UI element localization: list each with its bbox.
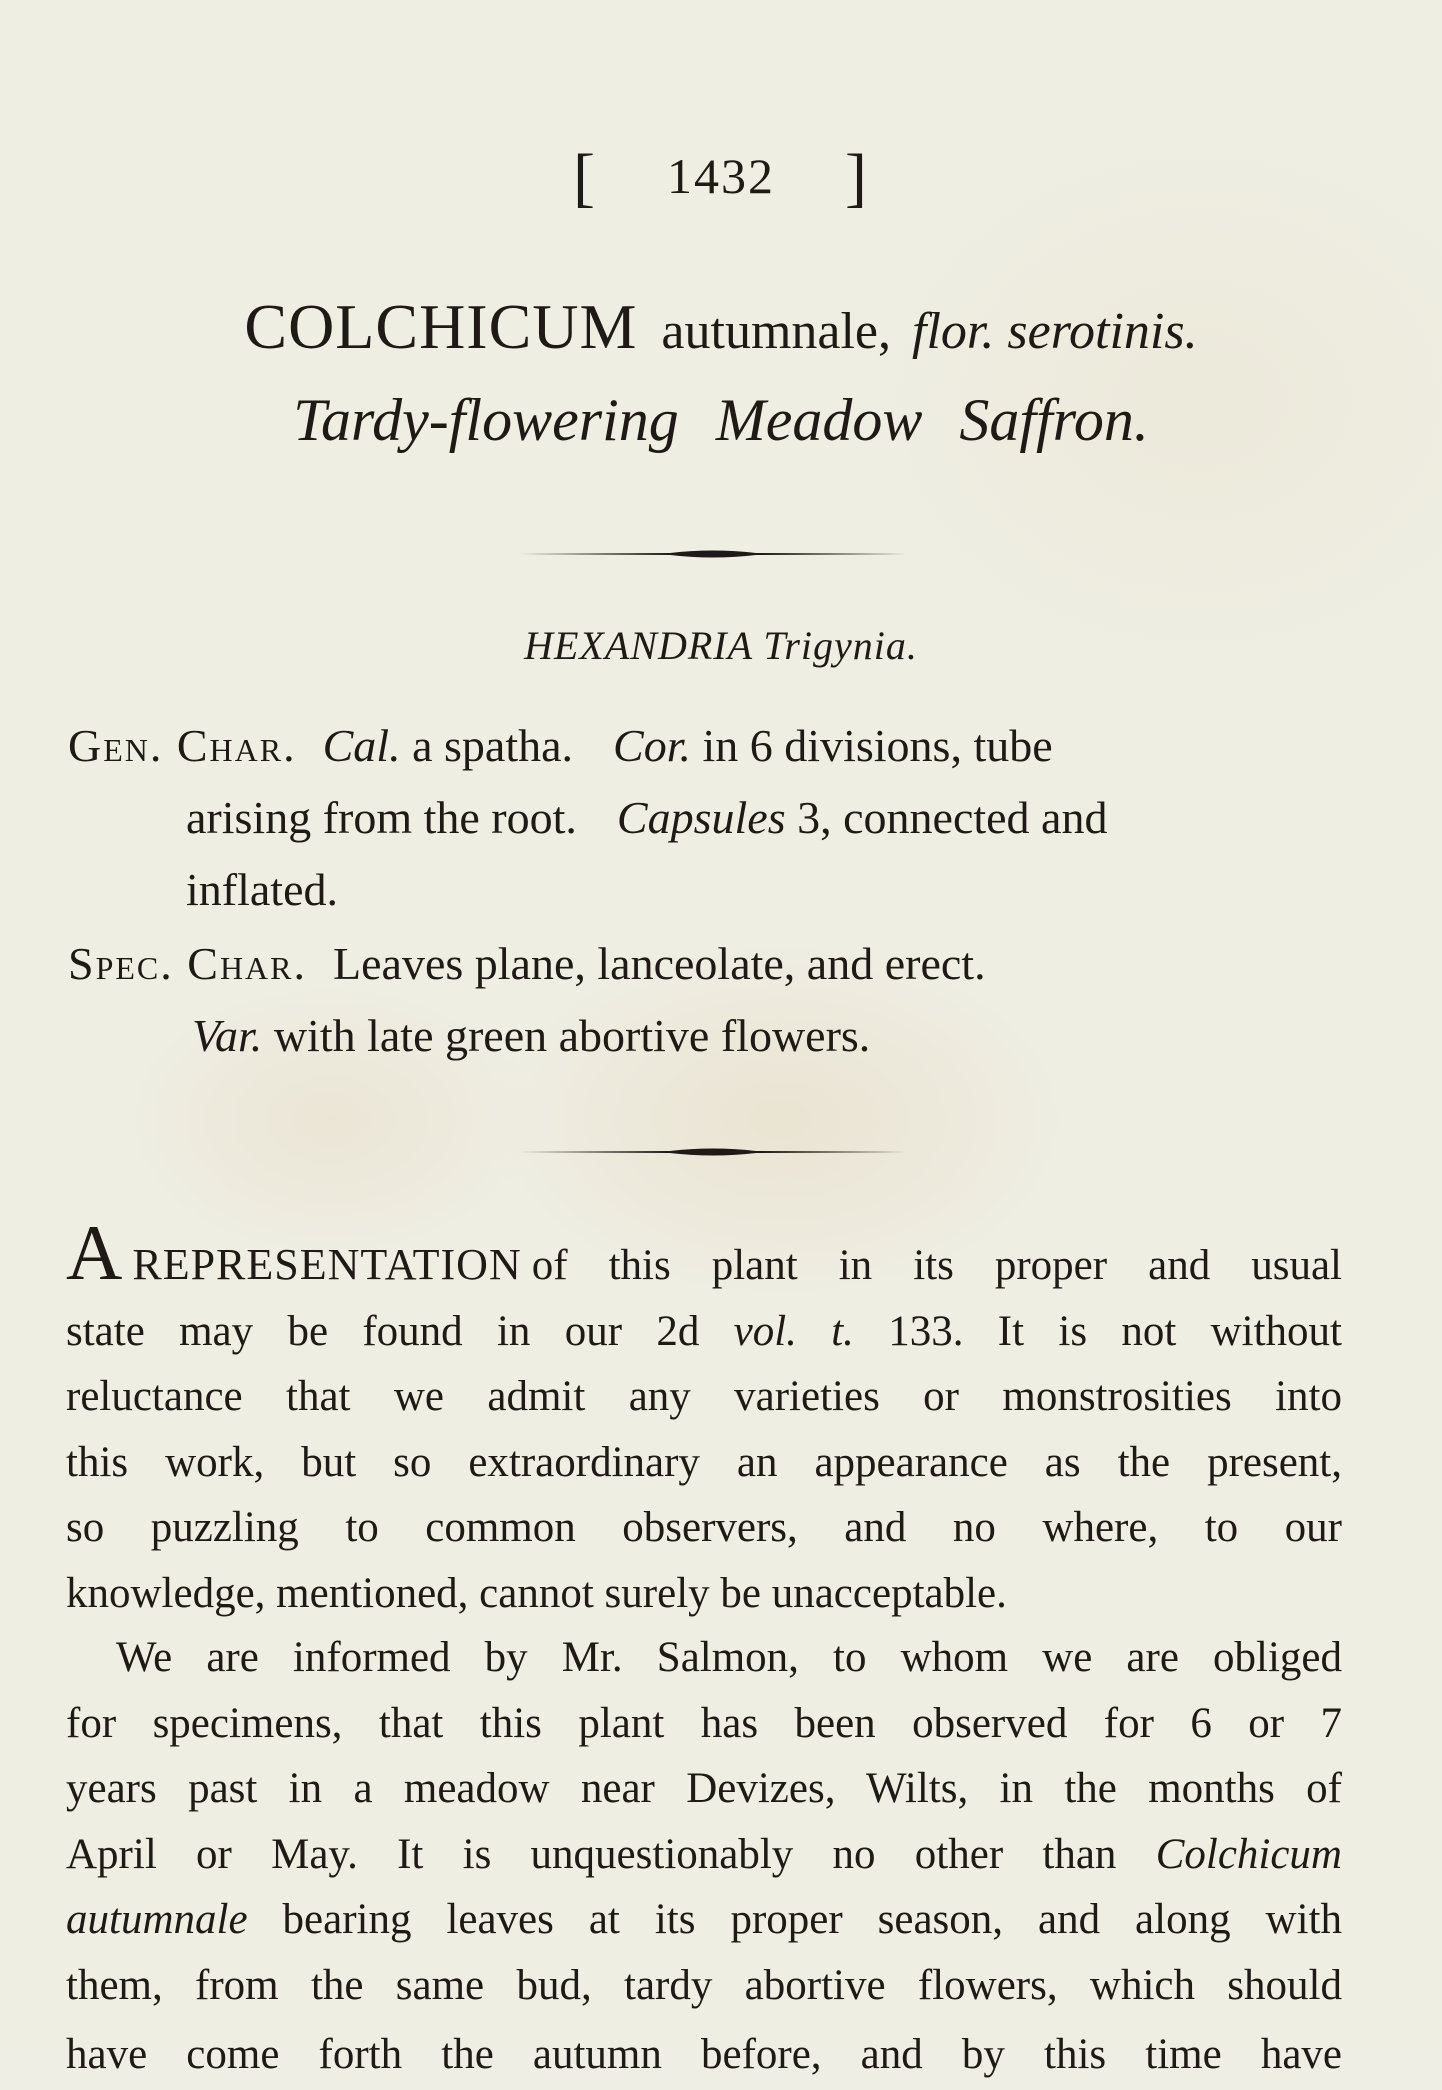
cropped-last-line: have come forth the autumn before, and by this time have (66, 2031, 1342, 2078)
ornamental-rule-bottom (520, 1146, 906, 1158)
linnaean-class: HEXANDRIA Trigynia. (524, 623, 918, 668)
generic-character: Gen. Char. Cal. a spatha. Cor. in 6 divisions, tube arising from the root. Capsules 3, connected and inflated. (68, 720, 1108, 915)
drop-cap: A (66, 1209, 123, 1296)
plant-title (0, 290, 1442, 364)
page-number: [ 1432 ] (573, 141, 869, 214)
common-name: Tardy-flowering Meadow Saffron. (293, 387, 1149, 453)
species-name: autumnale, (661, 303, 892, 360)
genus-name: COLCHICUM (244, 291, 638, 362)
description-paragraph-2: We are informed by Mr. Salmon, to whom we are obliged for specimens, that this plant has been observed for 6 or 7 years past in a meadow near Devizes, Wilts, in the months of April or May. It is unquestionably no other than Colchicum autumnale bearing leaves at its proper season, and along with them, from the same bud, tardy abortive flowers, which should (66, 1634, 1343, 2009)
ornamental-rule-top (520, 548, 906, 560)
gen-char-label: Gen. Char. (68, 720, 297, 771)
specific-character: Spec. Char. Leaves plane, lanceolate, and erect. Var. with late green abortive flowers. (68, 938, 986, 1061)
description-paragraph-1: AREPRESENTATION of this plant in its proper and usual state may be found in our 2d vol. t. 133. It is not without reluctance that we admit any varieties or monstrosities into this work, but so extraordinary an appearance as the present, so puzzling to common observers, and no where, to our knowledge, mentioned, cannot surely be unacceptable. (66, 1209, 1343, 1617)
variety-name: flor. serotinis. (912, 303, 1198, 360)
spec-char-label: Spec. Char. (68, 938, 308, 989)
